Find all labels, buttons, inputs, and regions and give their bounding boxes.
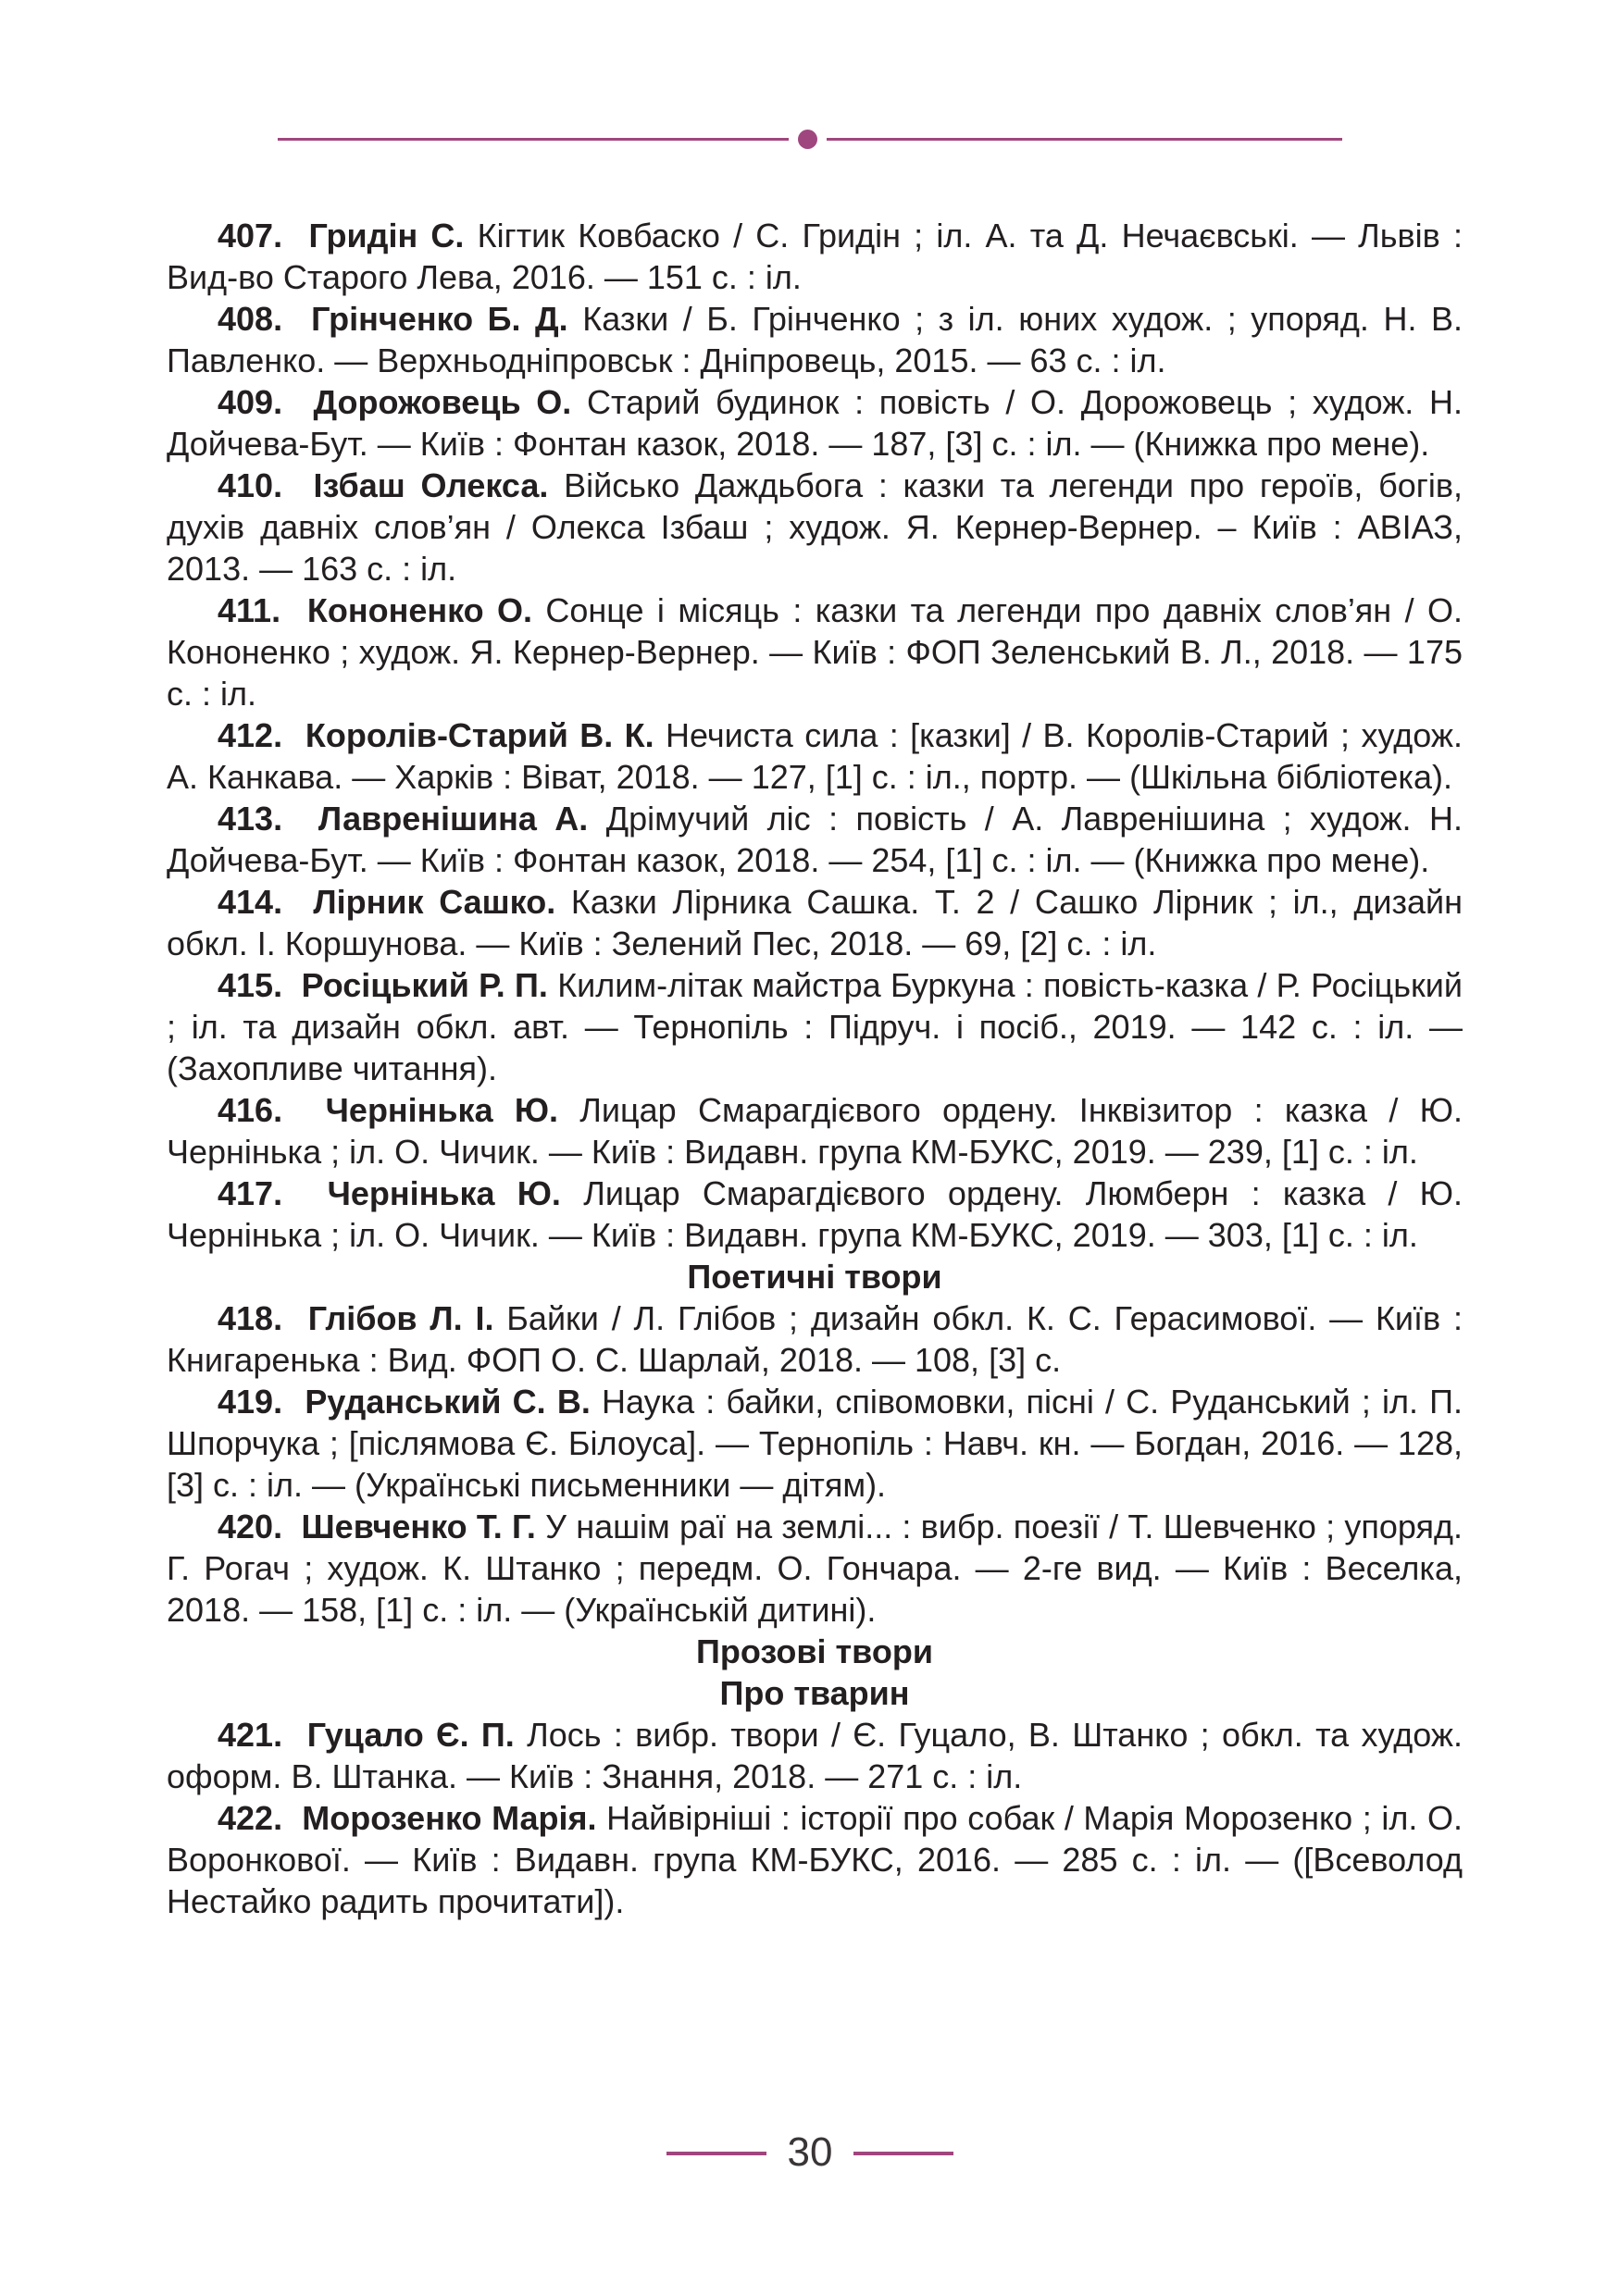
entry-417 [167,1173,1463,1256]
entry-410 [167,465,1463,590]
top-ornament [278,129,1342,149]
entry-author: Руданський С. В. [305,1383,591,1421]
entry-number: 415. [218,966,283,1004]
entry-text: У нашім раї на землі... : вибр. поезії / Т. Шевченко ; упоряд. Г. Рогач ; худож. К. Штанко ; передм. О. Гончара. — 2-ге вид. — Київ : Веселка, 2018. — 158, [1] с. : іл. — (Українській дитині). [167,1508,1463,1629]
entry-411 [167,590,1463,714]
entry-author: Дорожовець О. [313,383,572,421]
entry-number: 417. [218,1174,283,1212]
entry-text: Кігтик Ковбаско / С. Гридін ; іл. А. та Д. Нечаєвські. — Львів : Вид-во Старого Лева, 2016. — 151 с. : іл. [167,217,1463,296]
entry-text: Казки / Б. Грінченко ; з іл. юних худож. ; упоряд. Н. В. Павленко. — Верхньодніпровськ : Дніпровець, 2015. — 63 с. : іл. [167,300,1463,379]
ornament-line-right [827,138,1342,141]
entry-415 [167,964,1463,1089]
entry-number: 407. [218,217,283,254]
entry-text: Сонце і місяць : казки та легенди про давніх слов’ян / О. Кононенко ; худож. Я. Кернер-Вернер. — Київ : ФОП Зеленський В. Л., 2018. — 175 с. : іл. [167,591,1463,713]
entry-author: Чернінька Ю. [327,1174,561,1212]
footer-line-left [666,2152,766,2155]
entry-text: Найвірніші : історії про собак / Марія Морозенко ; іл. О. Воронкової. — Київ : Видавн. група КМ-БУКС, 2016. — 285 с. : іл. — ([Всеволод Нестайко радить прочитати]). [167,1799,1463,1920]
entry-413 [167,798,1463,881]
entry-author: Ізбаш Олекса. [313,466,549,504]
section-heading-prose: Прозові твори [696,1632,933,1670]
entry-text: Килим-літак майстра Буркуна : повість-казка / Р. Росіцький ; іл. та дизайн обкл. авт. — Тернопіль : Підруч. і посіб., 2019. — 142 с. : іл. — (Захопливе читання). [167,966,1463,1087]
entry-412 [167,714,1463,798]
entry-number: 418. [218,1299,283,1337]
entry-number: 419. [218,1383,283,1421]
entry-text: Дрімучий ліс : повість / А. Лавренішина ; худож. Н. Дойчева-Бут. — Київ : Фонтан казок, 2018. — 254, [1] с. : іл. — (Книжка про мене). [167,800,1463,879]
footer-line-right [853,2152,953,2155]
entry-author: Шевченко Т. Г. [301,1508,536,1545]
entry-text: Казки Лірника Сашка. Т. 2 / Сашко Лірник ; іл., дизайн обкл. І. Коршунова. — Київ : Зелений Пес, 2018. — 69, [2] с. : іл. [167,883,1463,962]
entry-author: Глібов Л. І. [307,1299,494,1337]
page-number: 30 [787,2129,833,2175]
entry-number: 408. [218,300,283,338]
entry-number: 411. [218,591,281,629]
entry-number: 416. [218,1091,283,1129]
entry-author: Гуцало Є. П. [306,1716,515,1754]
entry-text: Лось : вибр. твори / Є. Гуцало, В. Штанко ; обкл. та худож. оформ. В. Штанка. — Київ : Знання, 2018. — 271 с. : іл. [167,1716,1463,1795]
entry-text: Наука : байки, співомовки, пісні / С. Руданський ; іл. П. Шпорчука ; [післямова Є. Білоуса]. — Тернопіль : Навч. кн. — Богдан, 2016. — 128, [3] с. : іл. — (Українські письменники — дітям). [167,1383,1463,1504]
entry-422 [167,1797,1463,1922]
entry-414 [167,881,1463,964]
entry-420 [167,1506,1463,1631]
entry-number: 414. [218,883,283,921]
entry-author: Чернінька Ю. [325,1091,558,1129]
entry-author: Гридін С. [308,217,465,254]
entry-text: Лицар Смарагдієвого ордену. Люмберн : казка / Ю. Чернінька ; іл. О. Чичик. — Київ : Видавн. група КМ-БУКС, 2019. — 303, [1] с. : іл. [167,1174,1463,1254]
entry-text: Лицар Смарагдієвого ордену. Інквізитор : казка / Ю. Чернінька ; іл. О. Чичик. — Київ : Видавн. група КМ-БУКС, 2019. — 239, [1] с. : іл. [167,1091,1463,1171]
entry-421 [167,1714,1463,1797]
entry-number: 420. [218,1508,283,1545]
page-footer [666,2125,953,2180]
section-heading-animals: Про тварин [719,1674,910,1712]
entry-408 [167,298,1463,381]
entry-author: Росіцький Р. П. [301,966,548,1004]
entry-author: Грінченко Б. Д. [311,300,568,338]
ornament-line-left [278,138,789,141]
entry-416 [167,1089,1463,1173]
entry-text: Військо Даждьбога : казки та легенди про героїв, богів, духів давніх слов’ян / Олекса Ізбаш ; худож. Я. Кернер-Вернер. – Київ : АВІАЗ, 2013. — 163 с. : іл. [167,466,1463,588]
entry-409 [167,381,1463,465]
entry-author: Королів-Старий В. К. [305,716,654,754]
ornament-dot [798,130,817,149]
entry-author: Лавренішина А. [318,800,589,838]
entry-number: 412. [218,716,283,754]
entry-number: 422. [218,1799,283,1837]
entry-number: 413. [218,800,283,838]
entry-text: Нечиста сила : [казки] / В. Королів-Старий ; худож. А. Канкава. — Харків : Віват, 2018. — 127, [1] с. : іл., портр. — (Шкільна бібліотека). [167,716,1463,796]
entry-number: 421. [218,1716,283,1754]
section-heading-poetic: Поетичні твори [687,1258,942,1296]
entry-number: 409. [218,383,283,421]
entry-author: Кононенко О. [306,591,533,629]
entry-text: Старий будинок : повість / О. Дорожовець ; худож. Н. Дойчева-Бут. — Київ : Фонтан казок, 2018. — 187, [3] с. : іл. — (Книжка про мене). [167,383,1463,463]
entry-text: Байки / Л. Глібов ; дизайн обкл. К. С. Герасимової. — Київ : Книгаренька : Вид. ФОП О. С. Шарлай, 2018. — 108, [3] с. [167,1299,1463,1379]
entry-418 [167,1297,1463,1381]
entry-author: Морозенко Марія. [302,1799,597,1837]
entry-author: Лірник Сашко. [313,883,556,921]
entry-419 [167,1381,1463,1506]
entry-number: 410. [218,466,283,504]
entry-407 [167,215,1463,298]
bibliography-list [167,215,1463,1922]
